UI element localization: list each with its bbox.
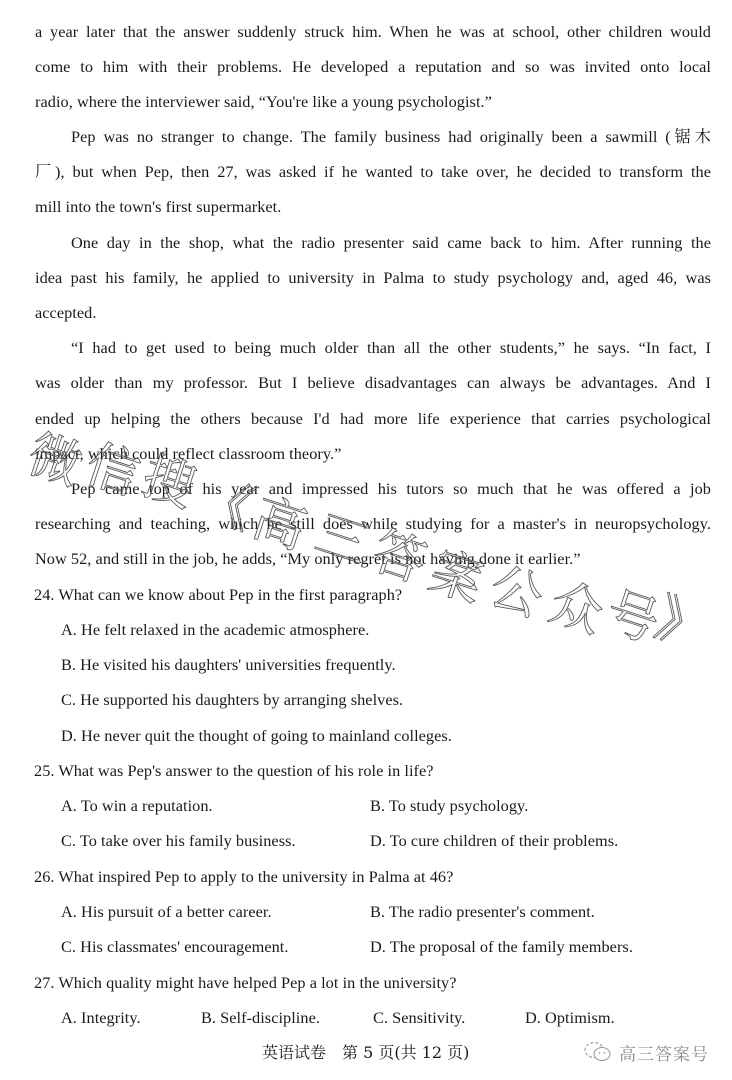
- watermark-char: 高: [245, 488, 314, 562]
- page-footer: 英语试卷 第 5 页(共 12 页): [262, 1043, 470, 1062]
- question-27-option-b: B. Self-discipline.: [201, 1008, 320, 1027]
- passage-line: ended up helping the others because I'd had more life experience that carries psychological: [35, 409, 711, 428]
- passage-line: Pep came top of his year and impressed his tutors so much that he was offered a job: [71, 479, 711, 498]
- watermark-char: 《: [192, 468, 261, 542]
- passage-line: Pep was no stranger to change. The family business had originally been a sawmill (锯木: [71, 127, 711, 146]
- watermark-char: 》: [648, 588, 717, 662]
- question-24-stem: 24. What can we know about Pep in the first paragraph?: [34, 585, 403, 604]
- passage-line: accepted.: [35, 303, 97, 322]
- watermark-char: 微: [20, 424, 89, 498]
- passage-line: “I had to get used to being much older than all the other students,” he says. “In fact, I: [71, 338, 711, 357]
- passage-line: radio, where the interviewer said, “You're like a young psychologist.”: [35, 92, 492, 111]
- question-26-option-a: A. His pursuit of a better career.: [61, 902, 272, 921]
- question-26-option-b: B. The radio presenter's comment.: [370, 902, 595, 921]
- question-25-option-a: A. To win a reputation.: [61, 796, 213, 815]
- watermark-char: 公: [482, 556, 551, 630]
- watermark-brand: [583, 1038, 709, 1066]
- watermark-char: 答: [365, 521, 434, 595]
- passage-line: come to him with their problems. He developed a reputation and so was invited onto local: [35, 57, 711, 76]
- wechat-icon: [583, 1040, 613, 1064]
- question-25-option-c: C. To take over his family business.: [61, 831, 296, 850]
- watermark-char: 众: [542, 572, 611, 646]
- watermark-char: 信: [78, 434, 147, 508]
- passage-line: researching and teaching, which he still does while studying for a master's in neuropsychology.: [35, 514, 711, 533]
- question-27-option-d: D. Optimism.: [525, 1008, 615, 1027]
- question-25-stem: 25. What was Pep's answer to the question of his role in life?: [34, 761, 434, 780]
- question-26-stem: 26. What inspired Pep to apply to the university in Palma at 46?: [34, 867, 454, 886]
- question-27-stem: 27. Which quality might have helped Pep a lot in the university?: [34, 973, 457, 992]
- question-26-option-c: C. His classmates' encouragement.: [61, 937, 289, 956]
- watermark-char: 搜: [134, 446, 203, 520]
- passage-line: was older than my professor. But I believe disadvantages can always be advantages. And I: [35, 373, 711, 392]
- question-25-option-d: D. To cure children of their problems.: [370, 831, 619, 850]
- passage-line: Now 52, and still in the job, he adds, “My only regret is not having done it earlier.”: [35, 549, 581, 568]
- passage-line: impact, which could reflect classroom theory.”: [35, 444, 342, 463]
- watermark-char: 号: [598, 581, 667, 655]
- passage-line: mill into the town's first supermarket.: [35, 197, 282, 216]
- question-27-option-a: A. Integrity.: [61, 1008, 141, 1027]
- question-27-option-c: C. Sensitivity.: [373, 1008, 466, 1027]
- watermark-char: 案: [422, 541, 491, 615]
- passage-line: idea past his family, he applied to university in Palma to study psychology and, aged 46, was: [35, 268, 711, 287]
- question-25-option-b: B. To study psychology.: [370, 796, 529, 815]
- question-24-option-a: A. He felt relaxed in the academic atmosphere.: [61, 620, 370, 639]
- passage-line: a year later that the answer suddenly struck him. When he was at school, other children would: [35, 22, 711, 41]
- passage-line: 厂), but when Pep, then 27, was asked if he wanted to take over, he decided to transform the: [35, 162, 711, 181]
- question-24-option-b: B. He visited his daughters' universities frequently.: [61, 655, 396, 674]
- watermark-brand-text: 高三答案号: [619, 1044, 709, 1065]
- question-26-option-d: D. The proposal of the family members.: [370, 937, 633, 956]
- passage-line: One day in the shop, what the radio presenter said came back to him. After running the: [71, 233, 711, 252]
- question-24-option-d: D. He never quit the thought of going to mainland colleges.: [61, 726, 452, 745]
- watermark-char: 三: [308, 503, 377, 577]
- question-24-option-c: C. He supported his daughters by arranging shelves.: [61, 690, 404, 709]
